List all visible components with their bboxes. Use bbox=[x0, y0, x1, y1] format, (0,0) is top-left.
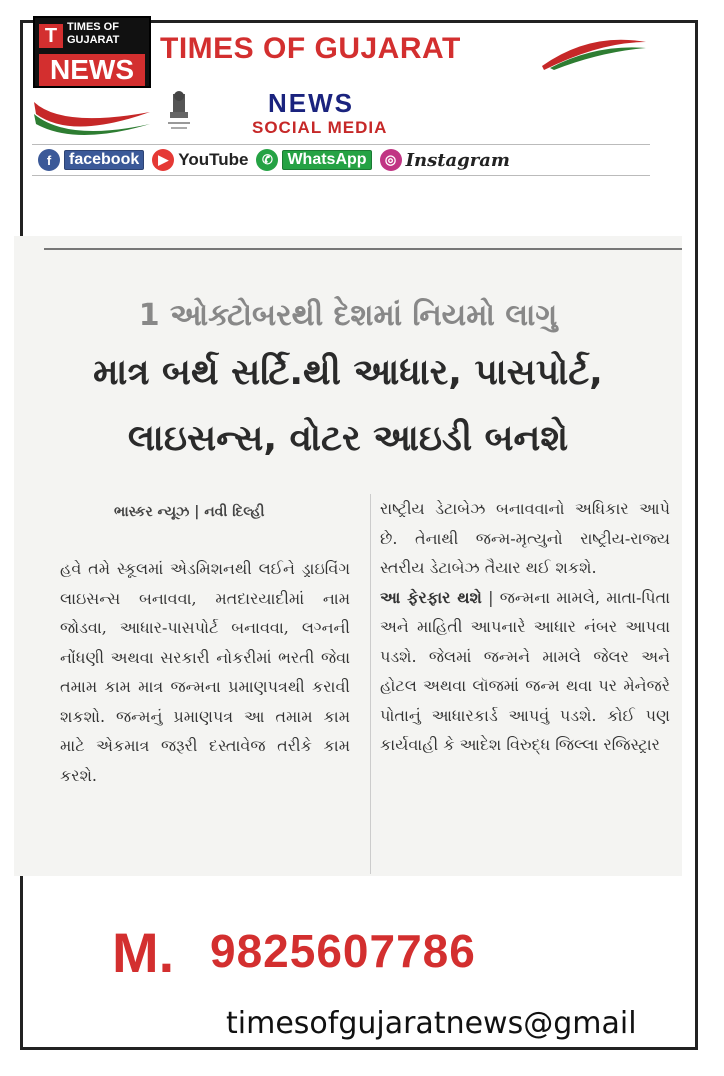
article-right-column bbox=[380, 494, 670, 760]
article-headline-line-2: લાઇસન્સ, વોટર આઇડી બનશે bbox=[127, 418, 569, 459]
mobile-number[interactable]: 9825607786 bbox=[210, 925, 476, 977]
right-column-lead: આ ફેરફાર થશે bbox=[380, 587, 482, 607]
emblem-icon bbox=[164, 90, 194, 134]
facebook-label: facebook bbox=[64, 150, 144, 170]
right-column-paragraph-1: રાષ્ટ્રીય ડેટાબેઝ બનાવવાનો અધિકાર આપે છે. તેનાથી જન્મ-મૃત્યુનો રાષ્ટ્રીય-રાજ્ય સ્તરીય ડેટાબેઝ તૈયાર થઈ શકશે. bbox=[380, 499, 670, 577]
logo-t-mark: T bbox=[39, 24, 63, 48]
instagram-icon: ◎ bbox=[380, 149, 402, 171]
right-column-body: | જન્મના મામલે, માતા-પિતા અને માહિતી આપનારે આધાર નંબર આપવા પડશે. જેલમાં જન્મને મામલે જેલર અને હોટલ અથવા લૉજમાં જન્મ થવા પર મેનેજરે પોતાનું આધારકાર્ડ આપવું પડશે. કોઈ પણ કાર્યવાહી કે આદેશ વિરુદ્ધ જિલ્લા રજિસ્ટ્રાર bbox=[380, 587, 670, 754]
instagram-label: Instagram bbox=[405, 149, 510, 171]
column-divider bbox=[370, 494, 371, 874]
article-subheadline: 1 ઓક્ટોબરથી દેશમાં નિયમો લાગુ bbox=[138, 298, 558, 333]
logo-line-1: TIMES OF bbox=[67, 21, 119, 33]
youtube-link[interactable] bbox=[152, 149, 248, 171]
newspaper-clipping bbox=[14, 236, 682, 876]
youtube-label: YouTube bbox=[178, 150, 249, 169]
facebook-link[interactable] bbox=[38, 149, 144, 171]
whatsapp-link[interactable] bbox=[256, 149, 371, 171]
logo-line-2: GUJARAT bbox=[67, 34, 120, 46]
facebook-icon: f bbox=[38, 149, 60, 171]
youtube-icon: ▶ bbox=[152, 149, 174, 171]
clipping-rule bbox=[44, 248, 682, 250]
whatsapp-icon: ✆ bbox=[256, 149, 278, 171]
brand-title: TIMES OF GUJARAT bbox=[160, 32, 461, 65]
times-of-gujarat-logo bbox=[33, 16, 151, 88]
article-byline: ભાસ્કર ન્યૂઝ | નવી દિલ્હી bbox=[114, 504, 265, 520]
article-headline-line-1: માત્ર બર્થ સર્ટિ.થી આધાર, પાસપોર્ટ, bbox=[93, 352, 603, 393]
email-address[interactable]: timesofgujaratnews@gmail bbox=[226, 1006, 637, 1041]
social-media-label: SOCIAL MEDIA bbox=[252, 118, 388, 137]
mobile-prefix: M. bbox=[112, 921, 175, 984]
logo-small-text bbox=[67, 21, 151, 47]
logo-news-text: NEWS bbox=[39, 54, 145, 86]
whatsapp-label: WhatsApp bbox=[282, 150, 371, 170]
instagram-link[interactable] bbox=[380, 149, 510, 171]
swoosh-left-graphic bbox=[32, 94, 152, 142]
right-column-paragraph-2 bbox=[380, 583, 670, 760]
article-left-column bbox=[60, 554, 350, 790]
swoosh-right-graphic bbox=[540, 36, 648, 70]
left-column-text: હવે તમે સ્કૂલમાં એડમિશનથી લઈને ડ્રાઇવિંગ લાઇસન્સ બનાવવા, મતદારયાદીમાં નામ જોડવા, આધાર-પાસપોર્ટ બનાવવા, લગ્નની નોંધણી અથવા સરકારી નોકરીમાં ભરતી જેવા તમામ કામ માત્ર જન્મના પ્રમાણપત્રથી કરાવી શકશો. જન્મનું પ્રમાણપત્ર આ તમામ કામ માટે એકમાત્ર જરૂરી દસ્તાવેજ તરીકે કામ કરશે. bbox=[60, 559, 350, 785]
news-label: NEWS bbox=[268, 88, 354, 118]
social-links-bar bbox=[32, 144, 650, 176]
